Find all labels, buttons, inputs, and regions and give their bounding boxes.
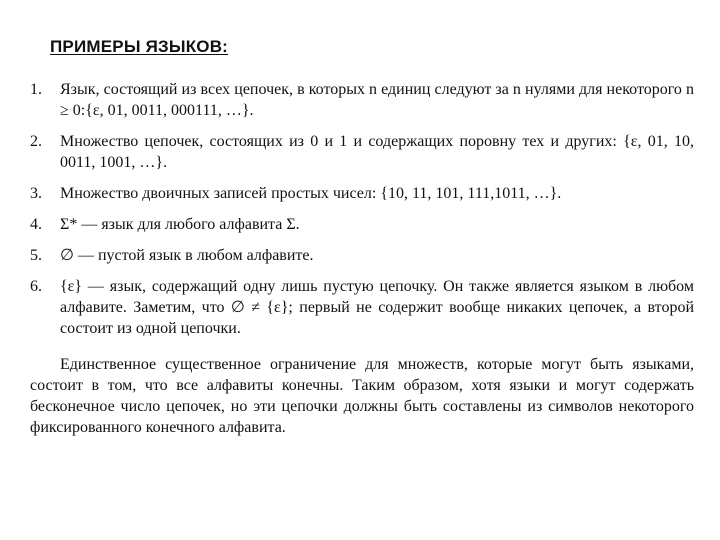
list-item	[30, 276, 694, 339]
item-text: Множество двоичных записей простых чисел: {10, 11, 101, 111,1011, …}.	[60, 185, 562, 202]
item-number: 3.	[30, 185, 42, 202]
item-text: Σ* — язык для любого алфавита Σ.	[60, 216, 300, 233]
item-text: Язык, состоящий из всех цепочек, в которых n единиц следуют за n нулями для некоторого n ≥ 0:{ε, 01, 0011, 000111, …}.	[60, 81, 694, 119]
item-text: ∅ — пустой язык в любом алфавите.	[60, 247, 314, 264]
list-item	[30, 79, 694, 121]
item-number: 5.	[30, 247, 42, 264]
item-number: 1.	[30, 81, 42, 98]
item-number: 4.	[30, 216, 42, 233]
item-number: 2.	[30, 133, 42, 150]
list-item	[30, 214, 694, 235]
slide-heading: ПРИМЕРЫ ЯЗЫКОВ:	[50, 37, 229, 56]
item-number: 6.	[30, 278, 42, 295]
item-text: {ε} — язык, содержащий одну лишь пустую цепочку. Он также является языком в любом алфавите. Заметим, что ∅ ≠ {ε}; первый не содержит вообще никаких цепочек, а второй состоит из одной цепочки.	[60, 278, 694, 337]
list-item	[30, 131, 694, 173]
body-paragraph: Единственное существенное ограничение для множеств, которые могут быть языками, состоит в том, что все алфавиты конечны. Таким образом, хотя языки и могут содержать бесконечное число цепочек, но эти цепочки должны быть составлены из символов некоторого фиксированного конечного алфавита.	[30, 356, 694, 436]
list-item	[30, 183, 694, 204]
list-item	[30, 245, 694, 266]
examples-list	[30, 79, 694, 349]
item-text: Множество цепочек, состоящих из 0 и 1 и содержащих поровну тех и других: {ε, 01, 10, 0011, 1001, …}.	[60, 133, 694, 171]
